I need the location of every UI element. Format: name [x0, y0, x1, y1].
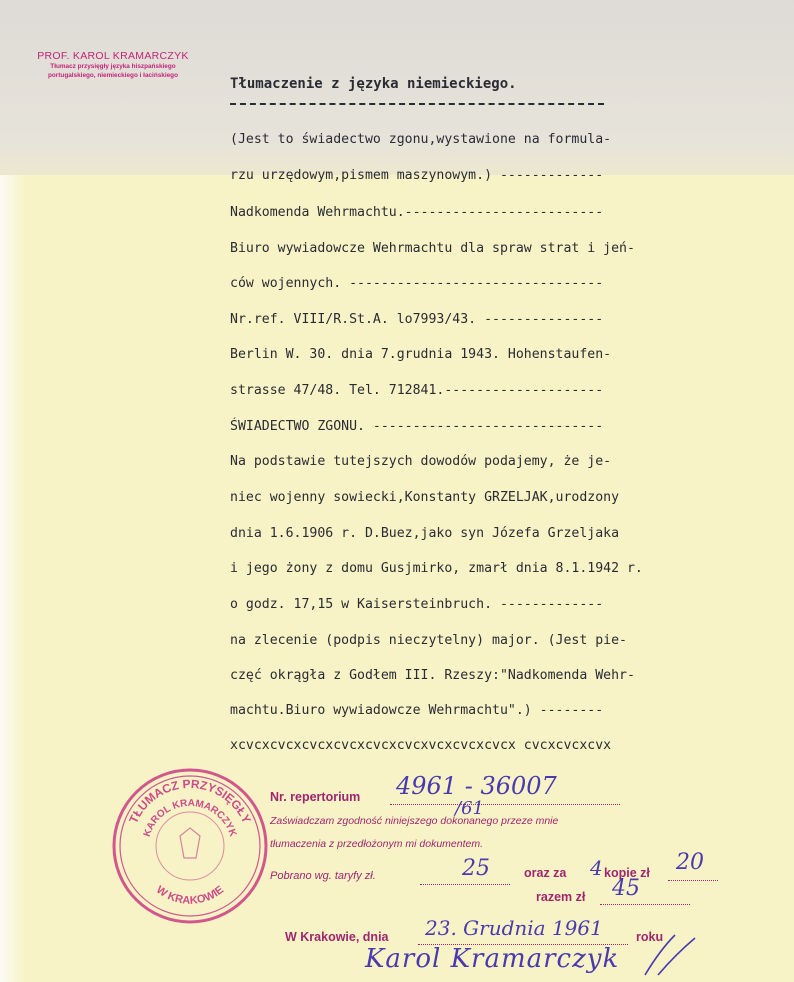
- text-line: na zlecenie (podpis nieczytelny) major. (Jest pie-: [230, 633, 627, 648]
- text-line: Na podstawie tutejszych dowodów podajemy, że je-: [230, 454, 612, 469]
- cert-line-2: tłumaczenia z przedłożonym mi dokumentem.: [270, 838, 484, 850]
- signature-flourish-icon: [640, 930, 700, 980]
- seal-text-name: KAROL KRAMARCZYK: [141, 797, 239, 839]
- repertorium-label: Nr. repertorium: [270, 790, 361, 804]
- seal-text-top: TŁUMACZ PRZYSIĘGŁY: [126, 776, 254, 826]
- text-line: Nr.ref. VIII/R.St.A. lo7993/43. ---------------: [230, 312, 604, 327]
- seal-emblem-icon: [180, 828, 200, 858]
- copies-value: 20: [676, 850, 704, 875]
- copies-value-line: [668, 880, 718, 881]
- text-line: ŚWIADECTWO ZGONU. -----------------------------: [230, 419, 604, 434]
- stamp-line-1: Tłumacz przysięgły języka hiszpańskiego: [50, 63, 176, 70]
- document-title: Tłumaczenie z języka niemieckiego.: [230, 76, 517, 92]
- round-seal: [110, 766, 270, 926]
- fee-line: [420, 884, 510, 885]
- repertorium-value: 4961 - 36007: [396, 772, 557, 800]
- text-line: o godz. 17,15 w Kaisersteinbruch. -------------: [230, 597, 604, 612]
- text-line: i jego żony z domu Gusjmirko, zmarł dnia 8.1.1942 r.: [230, 561, 643, 576]
- stamp-translator-name: PROF. KAROL KRAMARCZYK: [37, 50, 189, 62]
- copies-label-2: kopie zł: [604, 866, 650, 880]
- translator-header-stamp: [18, 50, 208, 80]
- fee-value: 25: [462, 856, 490, 881]
- text-line: rzu urzędowym,pismem maszynowym.) -------------: [230, 168, 604, 183]
- text-line: niec wojenny sowiecki,Konstanty GRZELJAK,urodzony: [230, 490, 620, 505]
- repertorium-sub: /61: [455, 798, 484, 819]
- repertorium-line: [390, 804, 620, 805]
- text-line: Biuro wywiadowcze Wehrmachtu dla spraw strat i jeń-: [230, 241, 635, 256]
- text-line: Berlin W. 30. dnia 7.grudnia 1943. Hohenstaufen-: [230, 347, 612, 362]
- seal-text-bottom: W KRAKOWIE: [153, 883, 227, 907]
- place-label: W Krakowie, dnia: [285, 930, 389, 944]
- date-value: 23. Grudnia 1961: [425, 916, 603, 940]
- filler-line: xcvcxcvcxcvcxcvcxcvcxcvcxvcxcvcxcvcx cvcxcvcxcvx: [230, 738, 612, 753]
- cert-line-1: Zaświadczam zgodność niniejszego dokonanego przeze mnie: [270, 815, 559, 827]
- text-line: ców wojennych. --------------------------------: [230, 276, 604, 291]
- fee-label: Pobrano wg. taryfy zł.: [270, 870, 376, 882]
- text-line: dnia 1.6.1906 r. D.Buez,jako syn Józefa Grzeljaka: [230, 526, 620, 541]
- title-underline: [230, 103, 604, 105]
- stamp-line-2: portugalskiego, niemieckiego i łacińskiego: [48, 72, 178, 79]
- text-line: częć okrągła z Godłem III. Rzeszy:"Nadkomenda Wehr-: [230, 668, 635, 683]
- copies-count: 4: [590, 856, 603, 880]
- total-label: razem zł: [536, 890, 586, 904]
- text-line: strasse 47/48. Tel. 712841.--------------------: [230, 383, 604, 398]
- text-line: (Jest to świadectwo zgonu,wystawione na formula-: [230, 132, 612, 147]
- copies-label: oraz za: [524, 866, 567, 880]
- text-line: machtu.Biuro wywiadowcze Wehrmachtu".) --------: [230, 703, 604, 718]
- text-line: Nadkomenda Wehrmachtu.-------------------------: [230, 205, 604, 220]
- total-line: [600, 904, 690, 905]
- translator-signature: Karol Kramarczyk: [365, 944, 620, 974]
- total-value: 45: [612, 876, 640, 901]
- date-suffix: roku: [636, 930, 664, 944]
